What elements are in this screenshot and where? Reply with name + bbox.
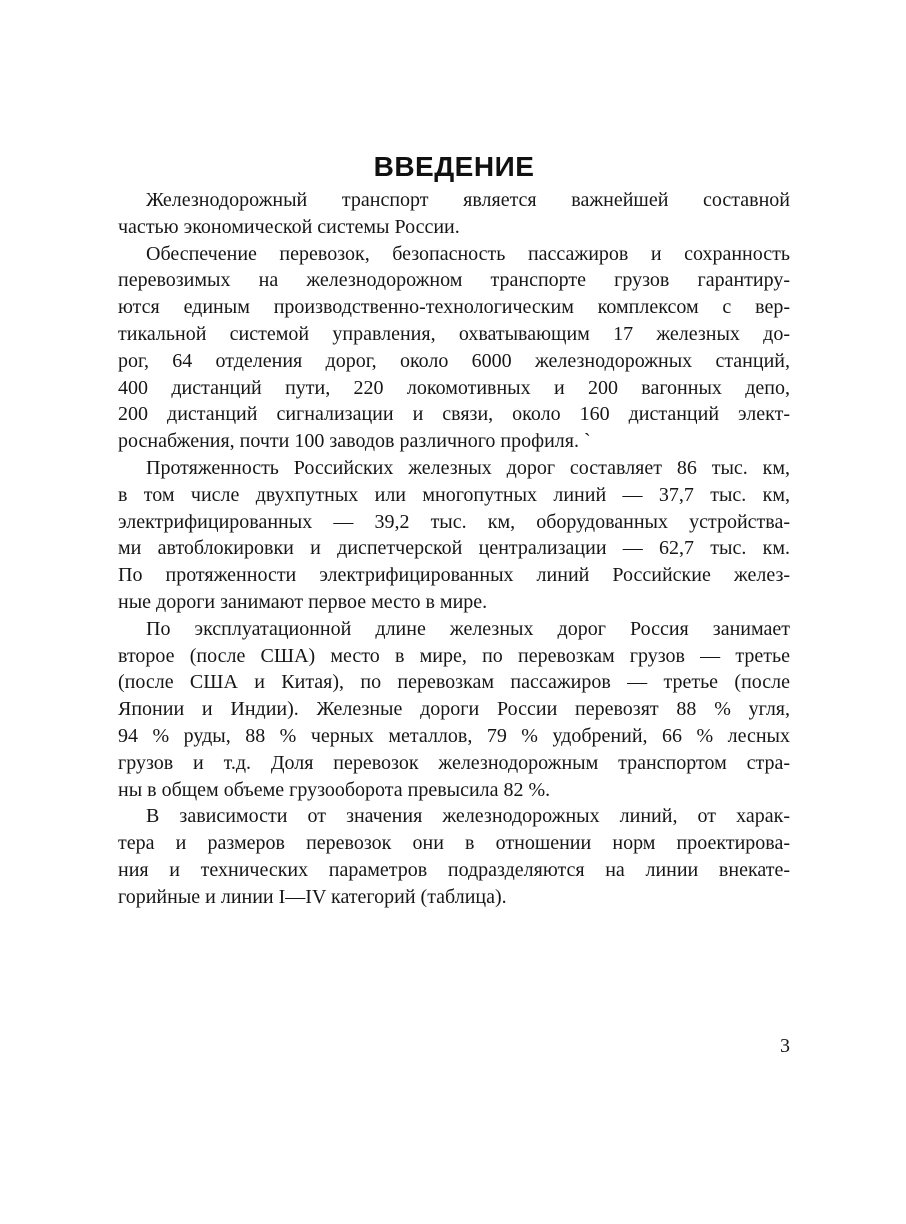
text-line: электрифицированных — 39,2 тыс. км, оборудованных устройства- [118,510,790,533]
text-line: (после США и Китая), по перевозкам пассажиров — третье (после [118,671,790,694]
text-line: грузов и т.д. Доля перевозок железнодорожным транспортом стра- [118,751,790,774]
text-line: Железнодорожный транспорт является важнейшей составной [146,189,790,211]
text-line: Обеспечение перевозок, безопасность пассажиров и сохранность [146,242,790,265]
text-line: горийные и линии I—IV категорий (таблица). [118,885,507,908]
text-line: В зависимости от значения железнодорожных линий, от харак- [146,805,790,828]
text-line: Японии и Индии). Железные дороги России перевозят 88 % угля, [118,698,790,721]
text-line: 94 % руды, 88 % черных металлов, 79 % удобрений, 66 % лесных [118,724,790,747]
document-body [118,187,790,911]
text-line: ются единым производственно-технологическим комплексом с вер- [118,296,790,319]
text-line: роснабжения, почти 100 заводов различного профиля. ` [118,430,591,453]
text-line: рог, 64 отделения дорог, около 6000 железнодорожных станций, [118,349,790,372]
page-title: ВВЕДЕНИЕ [373,151,535,182]
text-line: ны в общем объеме грузооборота превысила 82 %. [118,778,551,801]
text-line: 200 дистанций сигнализации и связи, около 160 дистанций элект- [118,403,790,426]
text-line: По протяженности электрифицированных линий Российские желез- [118,564,790,587]
text-line: тикальной системой управления, охватывающим 17 железных до- [118,322,790,345]
paragraph [118,455,790,616]
paragraph [118,187,790,241]
text-line: По эксплуатационной длине железных дорог Россия занимает [146,617,790,640]
text-line: Протяженность Российских железных дорог составляет 86 тыс. км, [146,456,790,479]
text-line: перевозимых на железнодорожном транспорте грузов гарантиру- [118,269,790,292]
text-line: 400 дистанций пути, 220 локомотивных и 200 вагонных депо, [118,376,790,399]
text-line: частью экономической системы России. [118,215,460,238]
text-line: в том числе двухпутных или многопутных линий — 37,7 тыс. км, [118,483,790,506]
text-line: тера и размеров перевозок они в отношении норм проектирова- [118,832,790,855]
paragraph [118,241,790,455]
text-line: ные дороги занимают первое место в мире. [118,590,488,613]
paragraph [118,616,790,804]
page-number: 3 [780,1035,790,1057]
text-line: второе (после США) место в мире, по перевозкам грузов — третье [118,644,790,667]
text-line: ния и технических параметров подразделяются на линии внекате- [118,858,790,881]
paragraph [118,803,790,910]
text-line: ми автоблокировки и диспетчерской централизации — 62,7 тыс. км. [118,537,790,560]
